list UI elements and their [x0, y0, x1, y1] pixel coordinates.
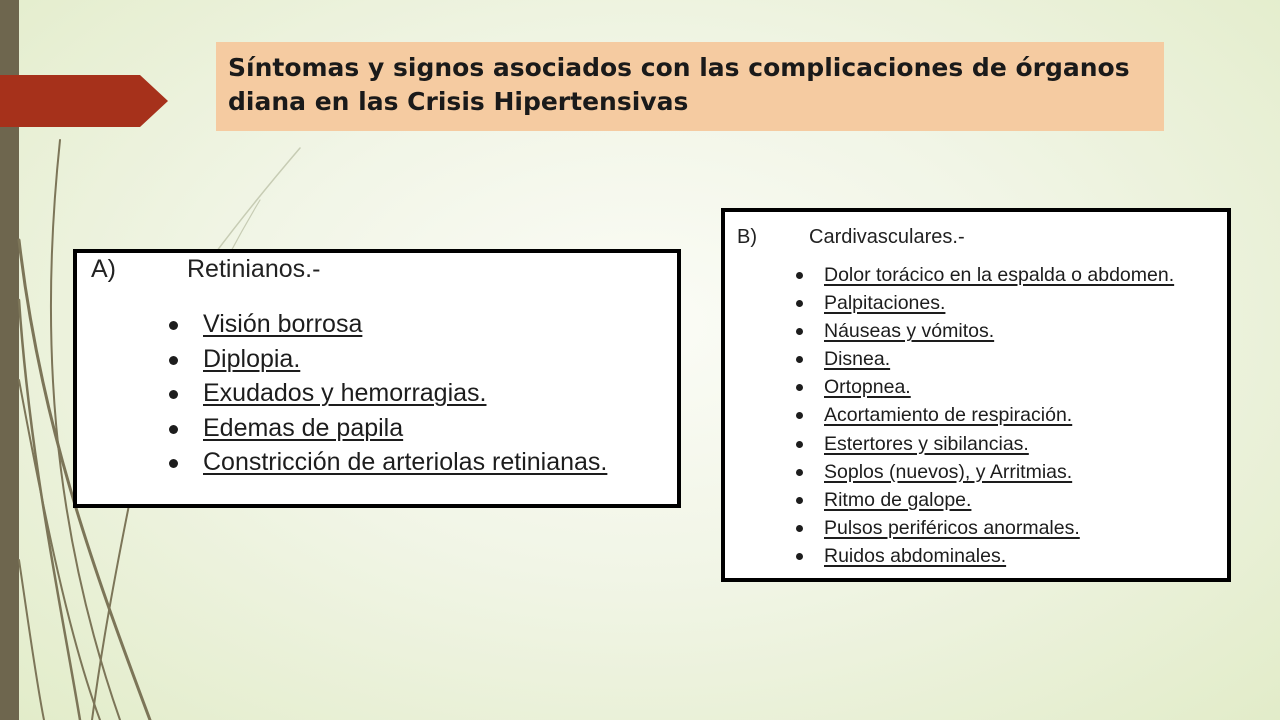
bullet-icon — [796, 441, 803, 448]
bullet-icon — [169, 321, 178, 330]
cardiovascular-heading: Cardivasculares.- — [809, 226, 965, 248]
retinal-list — [169, 307, 607, 480]
bullet-icon — [796, 412, 803, 419]
cardiovascular-list — [796, 261, 1174, 570]
bullet-icon — [169, 390, 178, 399]
list-item: Exudados y hemorragias. — [169, 376, 607, 411]
retinal-letter: A) — [91, 255, 116, 283]
retinal-heading: Retinianos.- — [187, 255, 321, 283]
bullet-icon — [169, 356, 178, 365]
retinal-box — [73, 249, 681, 508]
bullet-icon — [169, 425, 178, 434]
cardiovascular-letter: B) — [737, 226, 757, 248]
list-item: Edemas de papila — [169, 411, 607, 446]
cardiovascular-box — [721, 208, 1231, 582]
list-item: Disnea. — [796, 345, 1174, 373]
list-item: Acortamiento de respiración. — [796, 401, 1174, 429]
bullet-icon — [169, 459, 178, 468]
bullet-icon — [796, 469, 803, 476]
list-item: Náuseas y vómitos. — [796, 317, 1174, 345]
bullet-icon — [796, 525, 803, 532]
bullet-icon — [796, 497, 803, 504]
bullet-icon — [796, 328, 803, 335]
list-item: Visión borrosa — [169, 307, 607, 342]
list-item: Ritmo de galope. — [796, 486, 1174, 514]
retinal-heading-row — [91, 255, 320, 284]
list-item: Dolor torácico en la espalda o abdomen. — [796, 261, 1174, 289]
list-item: Soplos (nuevos), y Arritmias. — [796, 458, 1174, 486]
list-item: Palpitaciones. — [796, 289, 1174, 317]
list-item: Ortopnea. — [796, 373, 1174, 401]
bullet-icon — [796, 272, 803, 279]
bullet-icon — [796, 384, 803, 391]
title-box — [216, 42, 1164, 131]
cardiovascular-heading-row — [737, 226, 965, 249]
bullet-icon — [796, 553, 803, 560]
list-item: Pulsos periféricos anormales. — [796, 514, 1174, 542]
bullet-icon — [796, 300, 803, 307]
bullet-icon — [796, 356, 803, 363]
slide-title: Síntomas y signos asociados con las complicaciones de órganos diana en las Crisis Hipertensivas — [228, 53, 1130, 116]
list-item: Ruidos abdominales. — [796, 542, 1174, 570]
list-item: Constricción de arteriolas retinianas. — [169, 445, 607, 480]
list-item: Diplopia. — [169, 342, 607, 377]
title-arrow — [0, 75, 168, 127]
list-item: Estertores y sibilancias. — [796, 430, 1174, 458]
